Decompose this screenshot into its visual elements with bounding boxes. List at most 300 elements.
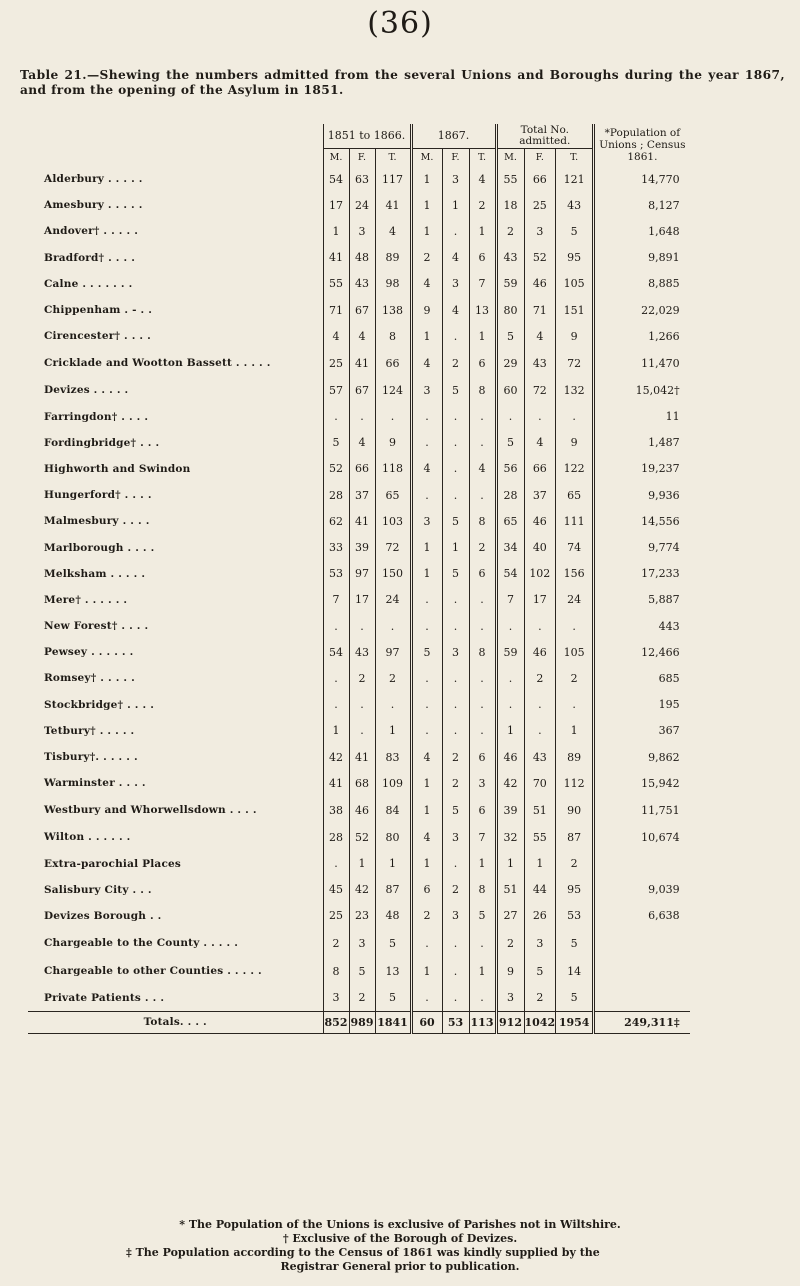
population-cell: 1,487 [594,430,690,456]
union-name: Bradford† . . . . [44,251,136,264]
population-cell: 19,237 [594,456,690,482]
table-cell: . [442,957,469,985]
table-cell: . [524,692,556,718]
union-name: Marlborough . . . . [44,541,155,554]
population-cell [594,929,690,957]
table-cell: 852 [323,1011,349,1033]
table-cell: 4 [442,297,469,323]
table-cell: 65 [556,482,594,508]
table-cell: 8 [469,508,496,534]
table-row [28,561,690,587]
population-cell: 6,638 [594,903,690,929]
union-name: Cirencester† . . . . [44,330,151,343]
table-cell: 70 [524,770,556,796]
table-cell: 8 [469,877,496,903]
table-cell: 1 [411,957,442,985]
table-cell: 44 [524,877,556,903]
table-cell: 5 [442,377,469,403]
table-cell: 17 [524,587,556,613]
union-name: Melksham . . . . . [44,567,146,580]
table-cell: 53 [556,903,594,929]
table-cell: . [469,587,496,613]
union-name: Highworth and Swindon [44,462,191,475]
table-cell: 1 [375,718,411,744]
header-m: M. [411,148,442,166]
table-row [28,929,690,957]
table-cell: 2 [469,192,496,218]
population-cell: 8,127 [594,192,690,218]
table-cell: 4 [524,323,556,349]
table-cell: . [442,323,469,349]
table-cell: 5 [524,957,556,985]
table-cell: 42 [349,877,375,903]
table-cell: 9 [556,323,594,349]
table-cell: 39 [496,796,524,824]
table-cell: 4 [469,456,496,482]
table-cell: 3 [442,271,469,297]
table-cell: . [556,692,594,718]
population-cell: 17,233 [594,561,690,587]
table-cell: 5 [375,929,411,957]
header-m: M. [496,148,524,166]
table-cell: . [469,404,496,430]
table-cell: 66 [524,456,556,482]
header-f: F. [349,148,375,166]
table-cell: 63 [349,166,375,192]
table-cell: 5 [556,985,594,1011]
table-cell: 67 [349,297,375,323]
header-1851-1866: 1851 to 1866. [323,124,411,148]
table-cell: . [469,718,496,744]
table-cell: 26 [524,903,556,929]
table-cell: . [411,482,442,508]
table-cell: 5 [375,985,411,1011]
table-row [28,482,690,508]
table-cell: 46 [496,744,524,770]
table-cell: 1 [323,718,349,744]
table-cell: 43 [556,192,594,218]
union-name: Salisbury City . . . [44,883,152,896]
table-row [28,744,690,770]
table-cell: 46 [524,271,556,297]
table-cell: 2 [556,665,594,691]
table-cell: 39 [349,534,375,560]
table-cell: 25 [323,349,349,377]
table-cell: 53 [442,1011,469,1033]
table-cell: . [411,404,442,430]
table-cell: . [349,613,375,639]
table-cell: 59 [496,271,524,297]
table-cell: 122 [556,456,594,482]
table-cell: 4 [411,349,442,377]
table-cell: 46 [524,508,556,534]
population-cell: 1,648 [594,218,690,244]
table-cell: . [375,404,411,430]
table-cell: 4 [349,323,375,349]
population-cell: 22,029 [594,297,690,323]
population-cell: 8,885 [594,271,690,297]
table-cell: 2 [524,985,556,1011]
table-cell: 3 [411,508,442,534]
table-cell: 23 [349,903,375,929]
table-row [28,665,690,691]
union-name: Devizes . . . . . [44,384,129,397]
table-row [28,377,690,403]
table-cell: 87 [556,824,594,850]
table-row [28,508,690,534]
union-name: Pewsey . . . . . . [44,646,134,659]
table-cell: 90 [556,796,594,824]
table-cell: 54 [323,639,349,665]
table-cell: 57 [323,377,349,403]
table-cell: 3 [496,985,524,1011]
table-cell: 6 [469,349,496,377]
header-t: T. [556,148,594,166]
table-cell: . [375,613,411,639]
table-cell: 55 [323,271,349,297]
table-cell: . [442,456,469,482]
table-cell: 4 [411,271,442,297]
table-cell: 54 [496,561,524,587]
union-name: Wilton . . . . . . [44,831,131,844]
union-name: Cricklade and Wootton Bassett . . . . . [44,357,271,370]
table-cell: 3 [469,770,496,796]
table-cell: 27 [496,903,524,929]
table-caption: Table 21.—Shewing the numbers admitted from the several Unions and Boroughs during the year 1867, and from the opening of the Asylum in 1851. [20,68,785,97]
table-cell: 132 [556,377,594,403]
table-cell: 89 [375,245,411,271]
table-cell: 2 [442,770,469,796]
population-cell: 11,470 [594,349,690,377]
admissions-table-wrapper [28,124,690,1034]
footnote-registrar: Registrar General prior to publication. [280,1260,520,1273]
population-cell: 443 [594,613,690,639]
table-cell: 60 [496,377,524,403]
union-name: New Forest† . . . . [44,620,149,633]
table-row [28,323,690,349]
table-cell: 80 [375,824,411,850]
table-cell: 7 [469,824,496,850]
union-name: Westbury and Whorwellsdown . . . . [44,804,257,817]
table-cell: 24 [556,587,594,613]
table-cell: 3 [411,377,442,403]
table-row [28,166,690,192]
table-cell: 28 [496,482,524,508]
table-cell: 4 [375,218,411,244]
table-cell: 117 [375,166,411,192]
table-row [28,770,690,796]
table-cell: . [442,851,469,877]
table-cell: 1 [411,192,442,218]
table-cell: 43 [349,271,375,297]
table-cell: 74 [556,534,594,560]
table-cell: 43 [524,744,556,770]
population-cell: 12,466 [594,639,690,665]
table-cell: 72 [556,349,594,377]
table-cell: 59 [496,639,524,665]
table-cell: 9 [496,957,524,985]
table-row [28,957,690,985]
table-cell: 65 [496,508,524,534]
table-cell: 5 [496,430,524,456]
table-row [28,903,690,929]
table-cell: . [442,718,469,744]
table-cell: 4 [349,430,375,456]
table-row [28,692,690,718]
table-cell: 3 [442,903,469,929]
union-name: Malmesbury . . . . [44,515,150,528]
table-cell: . [323,613,349,639]
table-cell: 41 [323,245,349,271]
table-cell: 52 [323,456,349,482]
header-m: M. [323,148,349,166]
table-row [28,613,690,639]
table-cell: 1 [411,770,442,796]
table-cell: 7 [323,587,349,613]
table-cell: 1841 [375,1011,411,1033]
table-cell: 55 [496,166,524,192]
footnote-census: ‡ The Population according to the Census of 1861 was kindly supplied by the [126,1246,600,1259]
table-cell: 68 [349,770,375,796]
union-name: Chargeable to other Counties . . . . . [44,965,262,978]
table-cell: 2 [375,665,411,691]
table-cell: 1 [323,218,349,244]
table-cell: . [442,482,469,508]
table-cell: 3 [349,929,375,957]
table-cell: . [411,985,442,1011]
table-cell: 2 [496,218,524,244]
table-cell: 1 [442,192,469,218]
population-cell: 1,266 [594,323,690,349]
table-cell: . [469,985,496,1011]
table-cell: 37 [524,482,556,508]
table-cell: 37 [349,482,375,508]
table-cell: 1 [411,561,442,587]
table-cell: 66 [349,456,375,482]
table-cell: 1 [349,851,375,877]
table-cell: 95 [556,877,594,903]
table-cell: 6 [469,561,496,587]
table-cell: 1 [556,718,594,744]
population-cell: 15,942 [594,770,690,796]
table-cell: 1 [496,851,524,877]
table-cell: 5 [469,903,496,929]
table-cell: . [469,482,496,508]
population-cell: 15,042† [594,377,690,403]
table-cell: . [442,430,469,456]
table-cell: 4 [323,323,349,349]
table-cell: 150 [375,561,411,587]
table-cell: 5 [323,430,349,456]
table-cell: 25 [323,903,349,929]
admissions-table [28,124,690,1034]
table-cell: 33 [323,534,349,560]
footnotes [0,1218,800,1274]
table-cell: 48 [349,245,375,271]
table-cell: 2 [442,349,469,377]
table-cell: 80 [496,297,524,323]
totals-row [28,1011,690,1033]
union-name: Chargeable to the County . . . . . [44,937,239,950]
table-cell: 51 [524,796,556,824]
table-cell: . [375,692,411,718]
union-name: Warminster . . . . [44,777,146,790]
header-f: F. [524,148,556,166]
table-cell: . [442,218,469,244]
union-name: Hungerford† . . . . [44,489,152,502]
table-cell: 6 [469,796,496,824]
table-cell: 14 [556,957,594,985]
table-row [28,456,690,482]
table-cell: 41 [349,744,375,770]
table-cell: . [349,718,375,744]
table-cell: 56 [496,456,524,482]
table-cell: . [442,665,469,691]
population-cell: 9,862 [594,744,690,770]
table-cell: . [349,692,375,718]
table-cell: 2 [524,665,556,691]
table-cell: . [496,404,524,430]
table-cell: 1 [411,796,442,824]
table-cell: 28 [323,824,349,850]
table-cell: . [469,613,496,639]
table-cell: 29 [496,349,524,377]
table-cell: 2 [323,929,349,957]
table-cell: . [411,613,442,639]
table-cell: . [411,929,442,957]
table-cell: 97 [349,561,375,587]
table-cell: . [524,404,556,430]
table-cell: 105 [556,271,594,297]
table-cell: 46 [524,639,556,665]
table-cell: 87 [375,877,411,903]
table-cell: 7 [496,587,524,613]
population-cell: 9,936 [594,482,690,508]
table-row [28,218,690,244]
table-cell: 55 [524,824,556,850]
table-cell: 2 [411,903,442,929]
table-cell: 1 [411,851,442,877]
table-cell: 1 [469,957,496,985]
table-cell: 113 [469,1011,496,1033]
table-cell: 17 [323,192,349,218]
header-1867: 1867. [411,124,496,148]
union-name: Calne . . . . . . . [44,277,133,290]
table-cell: 95 [556,245,594,271]
table-cell: 118 [375,456,411,482]
population-cell: 9,774 [594,534,690,560]
population-cell: 367 [594,718,690,744]
table-cell: 1954 [556,1011,594,1033]
table-cell: 83 [375,744,411,770]
table-cell: 111 [556,508,594,534]
table-cell: . [442,929,469,957]
table-cell: 89 [556,744,594,770]
population-cell: 249,311‡ [594,1011,690,1033]
table-cell: 24 [349,192,375,218]
table-cell: 45 [323,877,349,903]
table-cell: 2 [469,534,496,560]
union-name: Devizes Borough . . [44,909,162,922]
table-cell: 18 [496,192,524,218]
union-name: Private Patients . . . [44,991,165,1004]
table-cell: 9 [411,297,442,323]
table-cell: 51 [496,877,524,903]
table-cell: 1 [411,323,442,349]
population-cell: 9,891 [594,245,690,271]
table-cell: 4 [524,430,556,456]
union-name: Chippenham . - . . [44,304,153,317]
table-cell: . [411,718,442,744]
population-cell: 685 [594,665,690,691]
table-cell: 1 [411,534,442,560]
table-cell: 2 [556,851,594,877]
table-cell: . [556,613,594,639]
table-cell: 65 [375,482,411,508]
table-cell: 98 [375,271,411,297]
table-cell: 46 [349,796,375,824]
union-name: Fordingbridge† . . . [44,436,160,449]
table-cell: 41 [375,192,411,218]
union-name: Stockbridge† . . . . [44,698,155,711]
table-row [28,297,690,323]
table-cell: 4 [469,166,496,192]
table-cell: 13 [375,957,411,985]
table-row [28,430,690,456]
table-cell: 2 [349,665,375,691]
table-cell: 3 [442,824,469,850]
table-cell: 54 [323,166,349,192]
table-cell: 60 [411,1011,442,1033]
table-cell: 3 [442,639,469,665]
table-cell: 103 [375,508,411,534]
table-cell: 6 [469,245,496,271]
table-cell: 1 [469,851,496,877]
table-cell: 9 [375,430,411,456]
table-cell: 5 [496,323,524,349]
table-cell: 1 [524,851,556,877]
table-row [28,534,690,560]
table-cell: . [323,851,349,877]
table-cell: 4 [442,245,469,271]
table-cell: 8 [469,639,496,665]
footnote-devizes: † Exclusive of the Borough of Devizes. [282,1232,518,1245]
table-cell: 67 [349,377,375,403]
table-cell: 3 [323,985,349,1011]
table-cell: 156 [556,561,594,587]
table-cell: 53 [323,561,349,587]
table-cell: 52 [524,245,556,271]
population-cell: 14,770 [594,166,690,192]
population-cell: 11 [594,404,690,430]
table-cell: 138 [375,297,411,323]
header-total-admitted: Total No. admitted. [496,124,594,148]
table-row [28,587,690,613]
table-cell: 5 [556,218,594,244]
population-cell: 9,039 [594,877,690,903]
table-cell: . [323,665,349,691]
table-cell: 72 [524,377,556,403]
union-name: Tetbury† . . . . . [44,724,135,737]
table-cell: . [496,692,524,718]
table-cell: . [469,665,496,691]
table-cell: 4 [411,456,442,482]
table-cell: 1 [469,323,496,349]
table-cell: 41 [349,349,375,377]
table-cell: . [349,404,375,430]
table-cell: 989 [349,1011,375,1033]
table-cell: 41 [323,770,349,796]
